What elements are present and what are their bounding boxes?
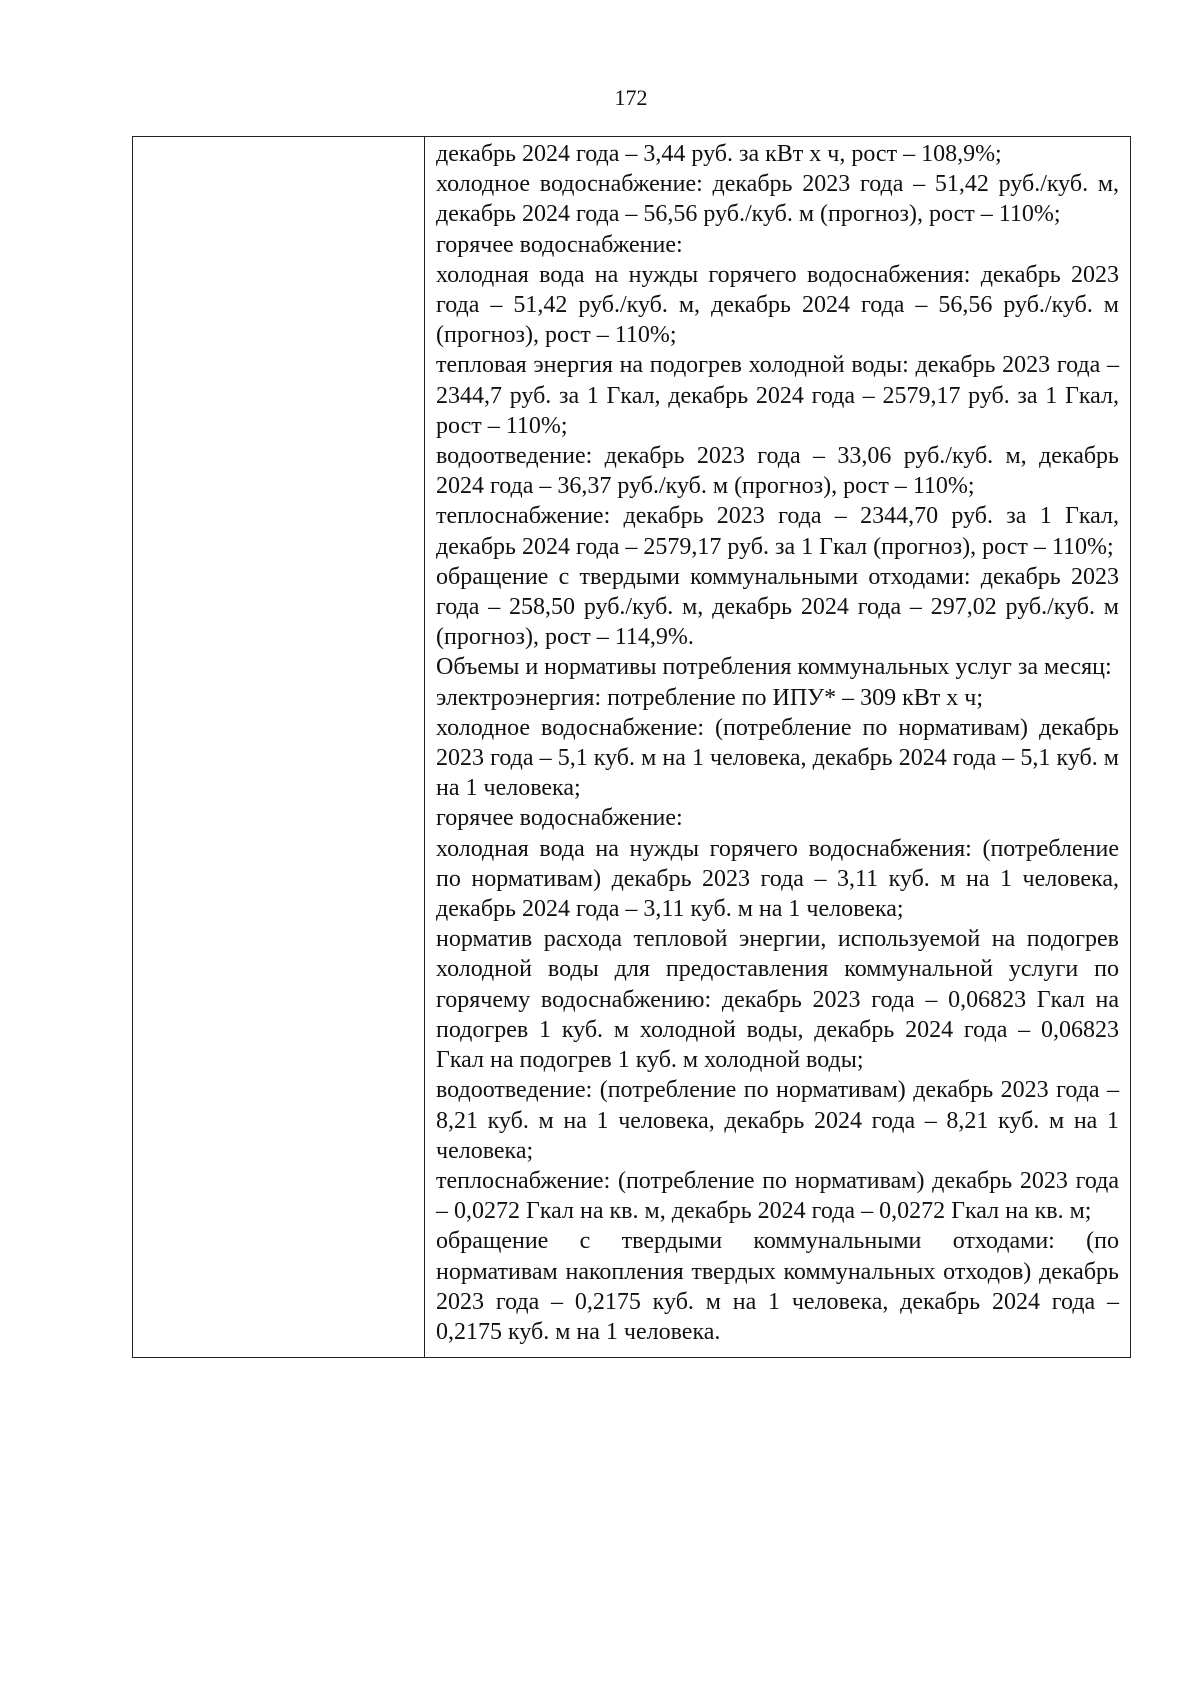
table-cell-right [425,137,1131,1358]
paragraph-heat-energy-tariff: тепловая энергия на подогрев холодной воды: декабрь 2023 года – 2344,7 руб. за 1 Гкал, декабрь 2024 года – 2579,17 руб. за 1 Гкал, рост – 110%; [436,352,1119,439]
table-row [133,137,1131,1358]
paragraph-cold-water-for-hot-volume: холодная вода на нужды горячего водоснабжения: (потребление по нормативам) декабрь 2023 года – 3,11 куб. м на 1 человека, декабрь 2024 года – 3,11 куб. м на 1 человека; [436,835,1119,923]
page-number: 172 [614,85,648,110]
paragraph-cold-water-tariff: холодное водоснабжение: декабрь 2023 года – 51,42 руб./куб. м, декабрь 2024 года – 56,56 руб./куб. м (прогноз), рост – 110%; [436,171,1119,228]
paragraph-heating-volume: теплоснабжение: (потребление по нормативам) декабрь 2023 года – 0,0272 Гкал на кв. м, декабрь 2024 года – 0,0272 Гкал на кв. м; [436,1167,1119,1225]
cell-content [425,137,1130,1357]
paragraph-sewerage-volume: водоотведение: (потребление по нормативам) декабрь 2023 года – 8,21 куб. м на 1 человека, декабрь 2024 года – 8,21 куб. м на 1 человека; [436,1077,1119,1164]
paragraph-solid-waste-tariff: обращение с твердыми коммунальными отходами: декабрь 2023 года – 258,50 руб./куб. м, декабрь 2024 года – 297,02 руб./куб. м (прогноз), рост – 114,9%. [436,563,1119,651]
document-table [132,136,1131,1358]
paragraph-hot-water-heading: горячее водоснабжение: [436,231,683,258]
paragraph-hot-water-volume-heading: горячее водоснабжение: [436,805,683,832]
paragraph-volumes-heading: Объемы и нормативы потребления коммунальных услуг за месяц: [436,654,1112,681]
paragraph-electricity-volume: электроэнергия: потребление по ИПУ* – 309 кВт х ч; [436,684,984,711]
paragraph-sewerage-tariff: водоотведение: декабрь 2023 года – 33,06 руб./куб. м, декабрь 2024 года – 36,37 руб./куб. м (прогноз), рост – 110%; [436,443,1119,500]
paragraph-cold-water-volume: холодное водоснабжение: (потребление по нормативам) декабрь 2023 года – 5,1 куб. м на 1 человека, декабрь 2024 года – 5,1 куб. м на 1 человека; [436,714,1119,802]
paragraph-cold-water-for-hot-tariff: холодная вода на нужды горячего водоснабжения: декабрь 2023 года – 51,42 руб./куб. м, декабрь 2024 года – 56,56 руб./куб. м (прогноз), рост – 110%; [436,261,1119,349]
paragraph-heating-tariff: теплоснабжение: декабрь 2023 года – 2344,70 руб. за 1 Гкал, декабрь 2024 года – 2579,17 руб. за 1 Гкал (прогноз), рост – 110%; [436,503,1119,560]
paragraph-electricity-dec-2024: декабрь 2024 года – 3,44 руб. за кВт х ч, рост – 108,9%; [436,141,1002,167]
paragraph-solid-waste-volume: обращение с твердыми коммунальными отходами: (по нормативам накопления твердых коммунальных отходов) декабрь 2023 года – 0,2175 куб. м на 1 человека, декабрь 2024 года – 0,2175 куб. м на 1 человека. [436,1228,1119,1345]
table-cell-left [133,137,425,1358]
paragraph-heat-energy-norm: норматив расхода тепловой энергии, используемой на подогрев холодной воды для предоставления коммунальной услуги по горячему водоснабжению: декабрь 2023 года – 0,06823 Гкал на подогрев 1 куб. м холодной воды, декабрь 2024 года – 0,06823 Гкал на подогрев 1 куб. м холодной воды; [436,926,1119,1074]
